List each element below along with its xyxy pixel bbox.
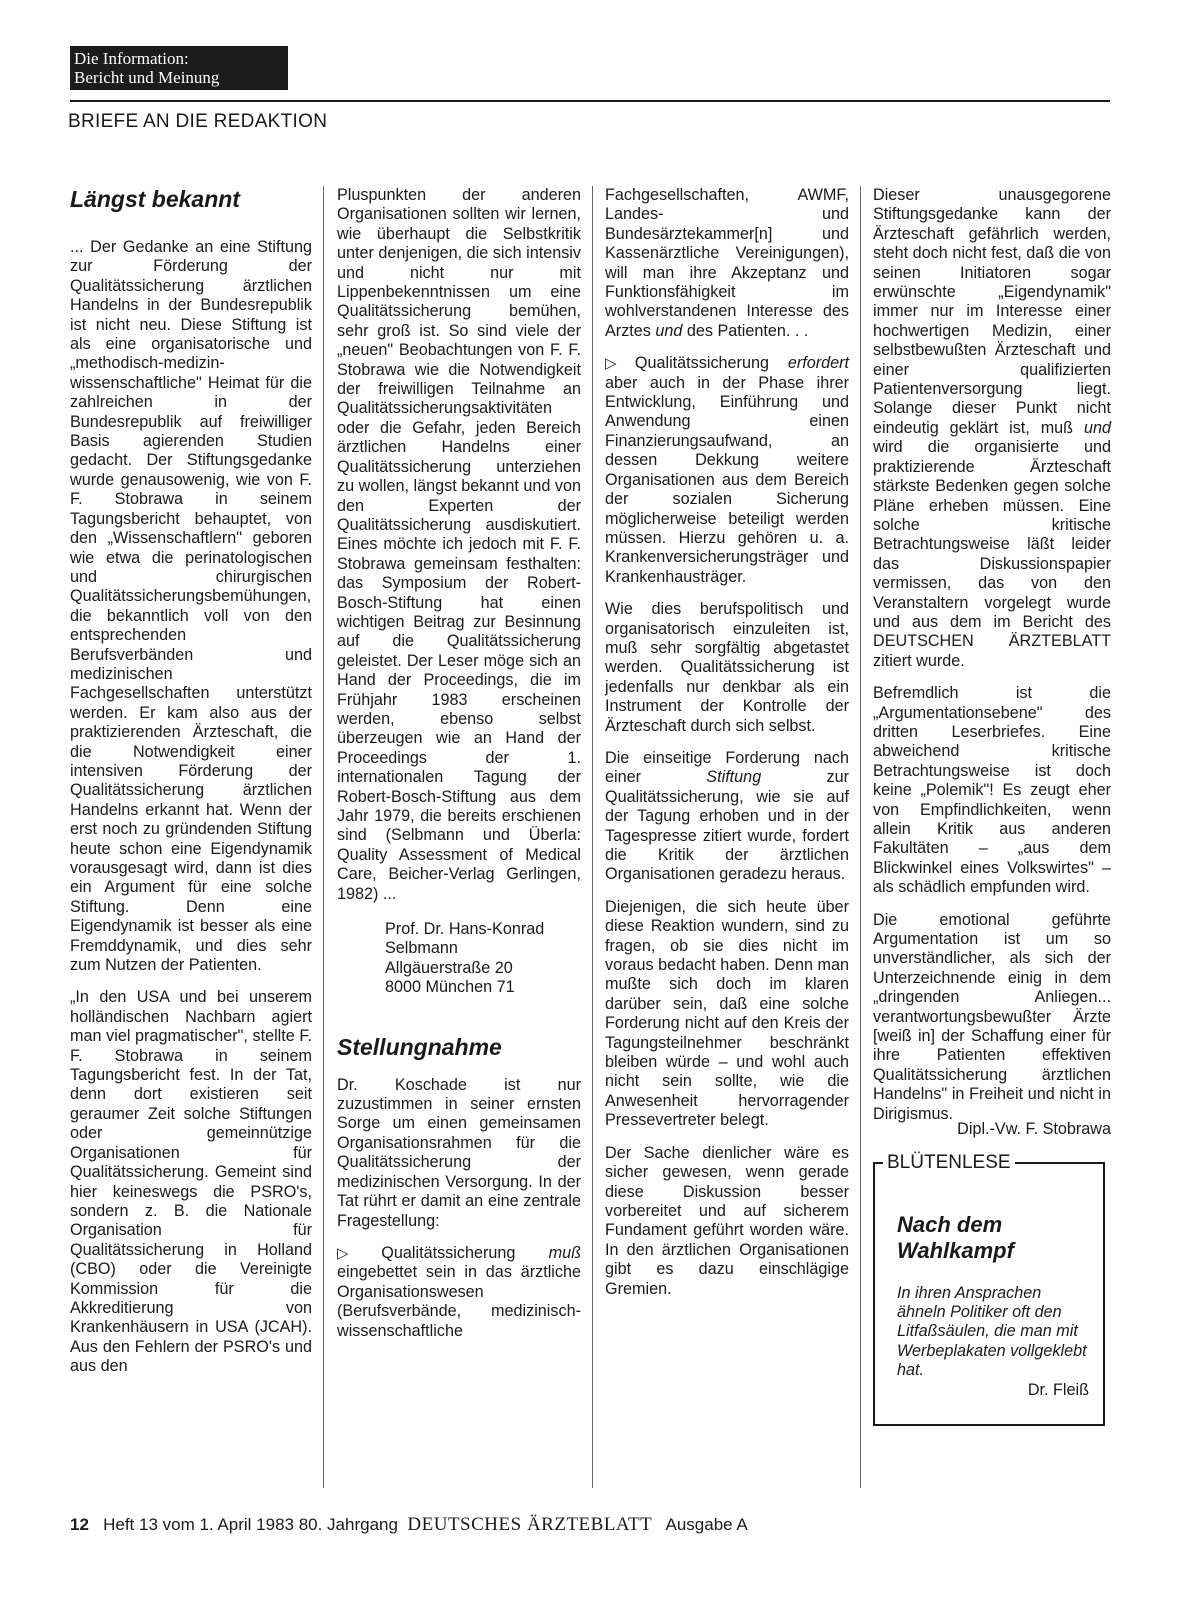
triangle-bullet-icon: ▷: [605, 354, 631, 373]
column-4: [873, 186, 1111, 1426]
letter-paragraph: Pluspunkten der anderen Organisationen sollten wir lernen, wie überhaupt die Selbstkritik unter denjenigen, die sich intensiv und nicht nur mit Lippenbekenntnissen um eine Qualitätssicherung bemühen, sehr groß ist. So sind viele der „neuen" Beobachtungen von F. F. Stobrawa wie die Notwendigkeit der freiwilligen Teilnahme an Qualitätssicherungsaktivitäten oder die Gefahr, jeden Bereich ärztlichen Handelns einer Qualitätssicherung unterziehen zu wollen, längst bekannt und von den Experten der Qualitätssicherung ausdiskutiert. Eines möchte ich jedoch mit F. F. Stobrawa gemeinsam festhalten: das Symposium der Robert-Bosch-Stiftung hat einen wichtigen Beitrag zur Besinnung auf die Qualitätssicherung geleistet. Der Leser möge sich an Hand der Proceedings, die im Frühjahr 1983 erscheinen werden, ebenso selbst überzeugen wie an Hand der Proceedings der 1. internationalen Tagung der Robert-Bosch-Stiftung aus dem Jahr 1979, die bereits erschienen sind (Selbmann und Überla: Quality Assessment of Medical Care, Beicher-Verlag Gerlingen, 1982) ...: [337, 186, 581, 903]
author-name-cont: Selbmann: [385, 939, 458, 958]
author-address: [337, 920, 581, 998]
response-bullet: ▷ Qualitätssicherung muß eingebettet sein in das ärztliche Organisationswesen (Berufsverbände, medizinisch-wissenschaftliche: [337, 1243, 581, 1340]
blutenlese-label: BLÜTENLESE: [883, 1152, 1015, 1174]
response-signature: Dipl.-Vw. F. Stobrawa: [957, 1120, 1111, 1139]
page-footer: [70, 1514, 748, 1536]
column-1: [70, 186, 312, 1377]
column-2: [337, 186, 581, 1341]
blutenlese-title: Nach dem Wahlkampf: [897, 1211, 1014, 1263]
page-number: 12: [70, 1515, 89, 1534]
badge-line-2: Bericht und Meinung: [74, 68, 220, 87]
response-bullet: ▷ Qualitätssicherung erfordert aber auch in der Phase ihrer Entwicklung, Einführung und Anwendung einen Finanzierungsaufwand, an dessen Dekkung weitere Organisationen aus dem Bereich der sozialen Sicherung möglicherweise beteiligt werden müssen. Hierzu gehören u. a. Krankenversicherungsträger und Krankenhausträger.: [605, 354, 849, 586]
response-title: Stellungnahme: [337, 1033, 502, 1060]
response-paragraph: Die einseitige Forderung nach einer Stiftung zur Qualitätssicherung, wie sie auf der Tagung erhoben und in der Tagespresse zitiert wurde, fordert die Kritik der ärztlichen Organisationen geradezu heraus.: [605, 748, 849, 884]
response-paragraph: Die emotional geführte Argumentation ist um so unverständlicher, als sich der Unterzeichnende einig in dem „dringenden Anliegen... verantwortungsbewußter Ärzte [weiß in] der Schaffung einer für ihre Patienten effektiven Qualitätssicherung ärztlichen Handelns" in Freiheit und nicht in Dirigismus.: [873, 910, 1111, 1123]
response-paragraph: Dieser unausgegorene Stiftungsgedanke kann der Ärzteschaft gefährlich werden, steht doch nicht fest, daß die von seinen Initiatoren sogar erwünschte „Eigendynamik" immer nur im Interesse einer hochwertigen Medizin, einer selbstbewußten Ärzteschaft und einer qualifizierten Patientenversorgung liegt. Solange dieser Punkt nicht eindeutig geklärt ist, muß und wird die organisierte und praktizierende Ärzteschaft stärkste Bedenken gegen solche Pläne erheben müssen. Eine solche kritische Betrachtungsweise läßt leider das Diskussionspapier vermissen, das von den Veranstaltern vorgelegt wurde und aus dem im Bericht des DEUTSCHEN ÄRZTEBLATT zitiert wurde.: [873, 186, 1111, 670]
response-paragraph: Befremdlich ist die „Argumentationsebene" des dritten Leserbriefes. Eine abweichend kritische Betrachtungsweise ist doch keine „Polemik"! Es zeugt eher von Empfindlichkeiten, wenn allein Kritik aus anderen Fakultäten – „aus dem Blickwinkel eines Volkswirtes" – als schädlich empfunden wird.: [873, 684, 1111, 897]
letter-title: Längst bekannt: [70, 186, 240, 212]
letter-paragraph: ... Der Gedanke an eine Stiftung zur Förderung der Qualitätssicherung ärztlichen Handelns in der Bundesrepublik ist nicht neu. Diese Stiftung ist als eine organisatorische und „methodisch-medizin-wissenschaftliche" Heimat für die zahlreichen in der Bundesrepublik auf freiwilliger Basis agierenden Studien gedacht. Der Stiftungsgedanke wurde genausowenig, wie von F. F. Stobrawa in seinem Tagungsbericht behauptet, von den „Wissenschaftlern" geboren wie etwa die perinatologischen und chirurgischen Qualitätssicherungsbemühungen, die bekanntlich voll von den entsprechenden Berufsverbänden und medizinischen Fachgesellschaften unterstützt werden. Er kam also aus der praktizierenden Ärzteschaft, die die Notwendigkeit einer intensiven Förderung der Qualitätssicherung ärztlichen Handelns erkannt hat. Wenn der erst noch zu gründenden Stiftung heute schon eine Eigendynamik vorausgesagt wird, dann ist dies ein Argument für eine solche Stiftung. Denn eine Eigendynamik ist besser als eine Fremddynamik, und dies sehr zum Nutzen der Patienten.: [70, 238, 312, 975]
section-badge: [70, 46, 288, 90]
column-divider: [860, 186, 861, 1488]
author-street: Allgäuerstraße 20: [385, 958, 513, 977]
column-divider: [323, 186, 324, 1488]
response-paragraph: Diejenigen, die sich heute über diese Reaktion wundern, sind zu fragen, ob sie dies nicht im voraus bedacht haben. Denn man mußte sich doch im klaren darüber sein, daß eine solche Forderung nicht auf den Kreis der Tagungsteilnehmer beschränkt bleiben würde – und wohl auch nicht sein sollte, wie die Anwesenheit hervorragender Pressevertreter belegt.: [605, 897, 849, 1130]
author-name: Prof. Dr. Hans-Konrad: [385, 920, 545, 939]
letter-paragraph: „In den USA und bei unserem holländischen Nachbarn agiert man viel pragmatischer", stellte F. F. Stobrawa in seinem Tagungsbericht fest. In der Tat, denn dort existieren seit geraumer Zeit solche Stiftungen oder gemeinnützige Organisationen für Qualitätssicherung. Gemeint sind hier keineswegs die PSRO's, sondern z. B. die Nationale Organisation für Qualitätssicherung in Holland (CBO) oder die Vereinigte Kommission für die Akkreditierung von Krankenhäusern in USA (JCAH). Aus den Fehlern der PSRO's und aus den: [70, 988, 312, 1376]
blutenlese-quote: In ihren Ansprachen ähneln Politiker oft den Litfaßsäulen, die man mit Werbeplakaten vollgeklebt hat.: [897, 1283, 1087, 1380]
response-bullet-cont: Fachgesellschaften, AWMF, Landes- und Bundesärztekammer[n] und Kassenärztliche Vereinigungen), will man ihre Akzeptanz und Funktionsfähigkeit im wohlverstandenen Interesse des Arztes und des Patienten. . .: [605, 186, 849, 340]
response-paragraph: Wie dies berufspolitisch und organisatorisch einzuleiten ist, muß sehr sorgfältig abgetastet werden. Qualitätssicherung ist jedenfalls nur denkbar als ein Instrument der Kontrolle der Ärzteschaft durch sich selbst.: [605, 600, 849, 735]
response-paragraph: Der Sache dienlicher wäre es sicher gewesen, wenn gerade diese Diskussion besser vorbereitet und auf sicherem Fundament geführt worden wäre. In den ärztlichen Organisationen gibt es dazu einschlägige Gremien.: [605, 1143, 849, 1298]
blutenlese-author: Dr. Fleiß: [1027, 1380, 1089, 1399]
column-3: [605, 186, 849, 1299]
section-title: BRIEFE AN DIE REDAKTION: [68, 111, 328, 132]
column-divider: [592, 186, 593, 1488]
badge-line-1: Die Information:: [74, 49, 189, 68]
issue-info: Heft 13 vom 1. April 1983 80. Jahrgang: [103, 1515, 398, 1534]
response-paragraph: Dr. Koschade ist nur zuzustimmen in seiner ernsten Sorge um einen gemeinsamen Organisationsrahmen für die Qualitätssicherung der medizinischen Versorgung. In der Tat rührt er damit an eine zentrale Fragestellung:: [337, 1075, 581, 1230]
blutenlese-box: [873, 1151, 1105, 1426]
journal-name: DEUTSCHES ÄRZTEBLATT: [407, 1514, 653, 1535]
header-rule: [70, 100, 1110, 102]
triangle-bullet-icon: ▷: [337, 1243, 378, 1262]
author-city: 8000 München 71: [385, 978, 515, 997]
edition: Ausgabe A: [665, 1515, 748, 1534]
